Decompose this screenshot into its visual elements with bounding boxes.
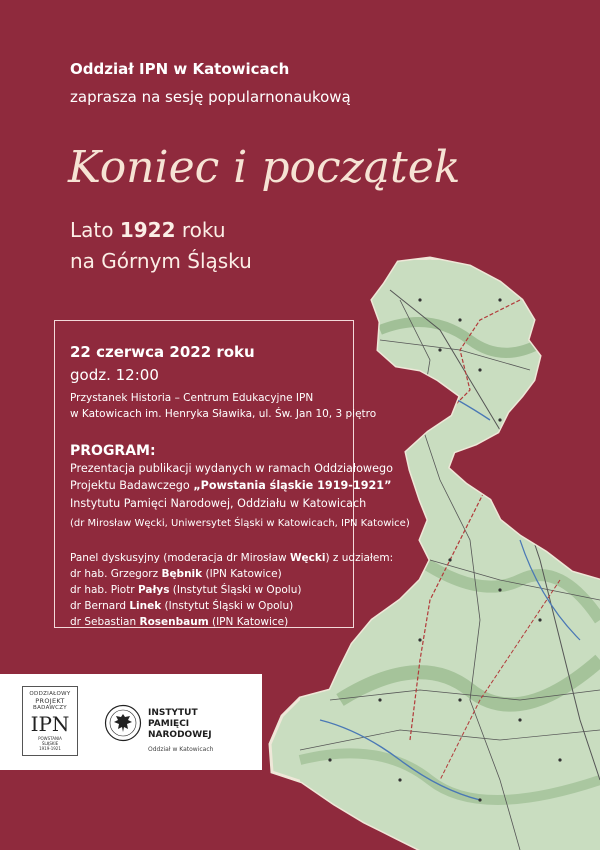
program-line-2 <box>70 479 391 492</box>
program-line-1: Prezentacja publikacji wydanych w ramach Oddziałowego <box>70 462 393 475</box>
institute-line-3: NARODOWEJ <box>148 730 212 740</box>
participant <box>70 616 288 628</box>
organizer: Oddział IPN w Katowicach <box>70 60 290 78</box>
badge-text: POWSTANIA <box>38 736 62 741</box>
participant <box>70 568 282 580</box>
badge-ipn: IPN <box>30 712 70 736</box>
moderator-name: Węcki <box>289 552 326 564</box>
subtitle-line-2: na Górnym Śląsku <box>70 249 252 273</box>
panel-text: Panel dyskusyjny (moderacja dr Mirosław <box>70 552 290 564</box>
participant-affiliation: (IPN Katowice) <box>208 616 289 628</box>
event-title: Koniec i początek <box>68 142 461 193</box>
institute-line-1: INSTYTUT <box>148 708 198 718</box>
participant-affiliation: (IPN Katowice) <box>202 568 282 580</box>
event-time: godz. 12:00 <box>70 366 159 384</box>
invitation-text: zaprasza na sesję popularnonaukową <box>70 88 351 106</box>
subtitle-text: roku <box>175 218 226 242</box>
subtitle-text: Lato <box>70 218 120 242</box>
participant <box>70 600 293 612</box>
panel-intro <box>70 552 393 564</box>
badge-text: 1919-1921 <box>39 746 61 751</box>
participant-affiliation: (Instytut Śląski w Opolu) <box>169 584 302 596</box>
program-heading: PROGRAM: <box>70 443 156 459</box>
participant-name: Linek <box>129 600 162 612</box>
event-date: 22 czerwca 2022 roku <box>70 343 255 361</box>
participant-name: Bębnik <box>161 568 203 580</box>
subtitle-line-1 <box>70 218 226 242</box>
project-name: „Powstania śląskie 1919-1921” <box>193 479 392 492</box>
subtitle-year: 1922 <box>119 218 176 242</box>
badge-text: BADAWCZY <box>33 705 67 711</box>
research-project-badge <box>22 686 78 756</box>
participant-title: dr Bernard <box>70 600 130 612</box>
participant-name: Rosenbaum <box>139 616 209 628</box>
participant <box>70 584 301 596</box>
event-place-line-1: Przystanek Historia – Centrum Edukacyjne IPN <box>70 392 314 404</box>
participant-title: dr hab. Piotr <box>70 584 138 596</box>
program-line-4: (dr Mirosław Węcki, Uniwersytet Śląski w Katowicach, IPN Katowice) <box>70 518 410 529</box>
participant-title: dr hab. Grzegorz <box>70 568 162 580</box>
participant-title: dr Sebastian <box>70 616 140 628</box>
badge-text: PROJEKT <box>35 697 65 705</box>
event-place-line-2: w Katowicach im. Henryka Sławika, ul. Św. Jan 10, 3 piętro <box>70 408 377 420</box>
institute-line-2: PAMIĘCI <box>148 719 190 729</box>
participant-name: Pałys <box>137 584 170 596</box>
program-line-3: Instytutu Pamięci Narodowej, Oddziału w Katowicach <box>70 497 367 510</box>
panel-text: ) z udziałem: <box>325 552 394 564</box>
badge-text: ODDZIAŁOWY <box>29 691 71 697</box>
institute-branch: Oddział w Katowicach <box>148 746 214 753</box>
participant-affiliation: (Instytut Śląski w Opolu) <box>161 600 294 612</box>
program-text: Projektu Badawczego <box>70 479 194 492</box>
badge-text: ŚLĄSKIE <box>41 741 59 746</box>
eagle-emblem-icon <box>104 704 142 742</box>
